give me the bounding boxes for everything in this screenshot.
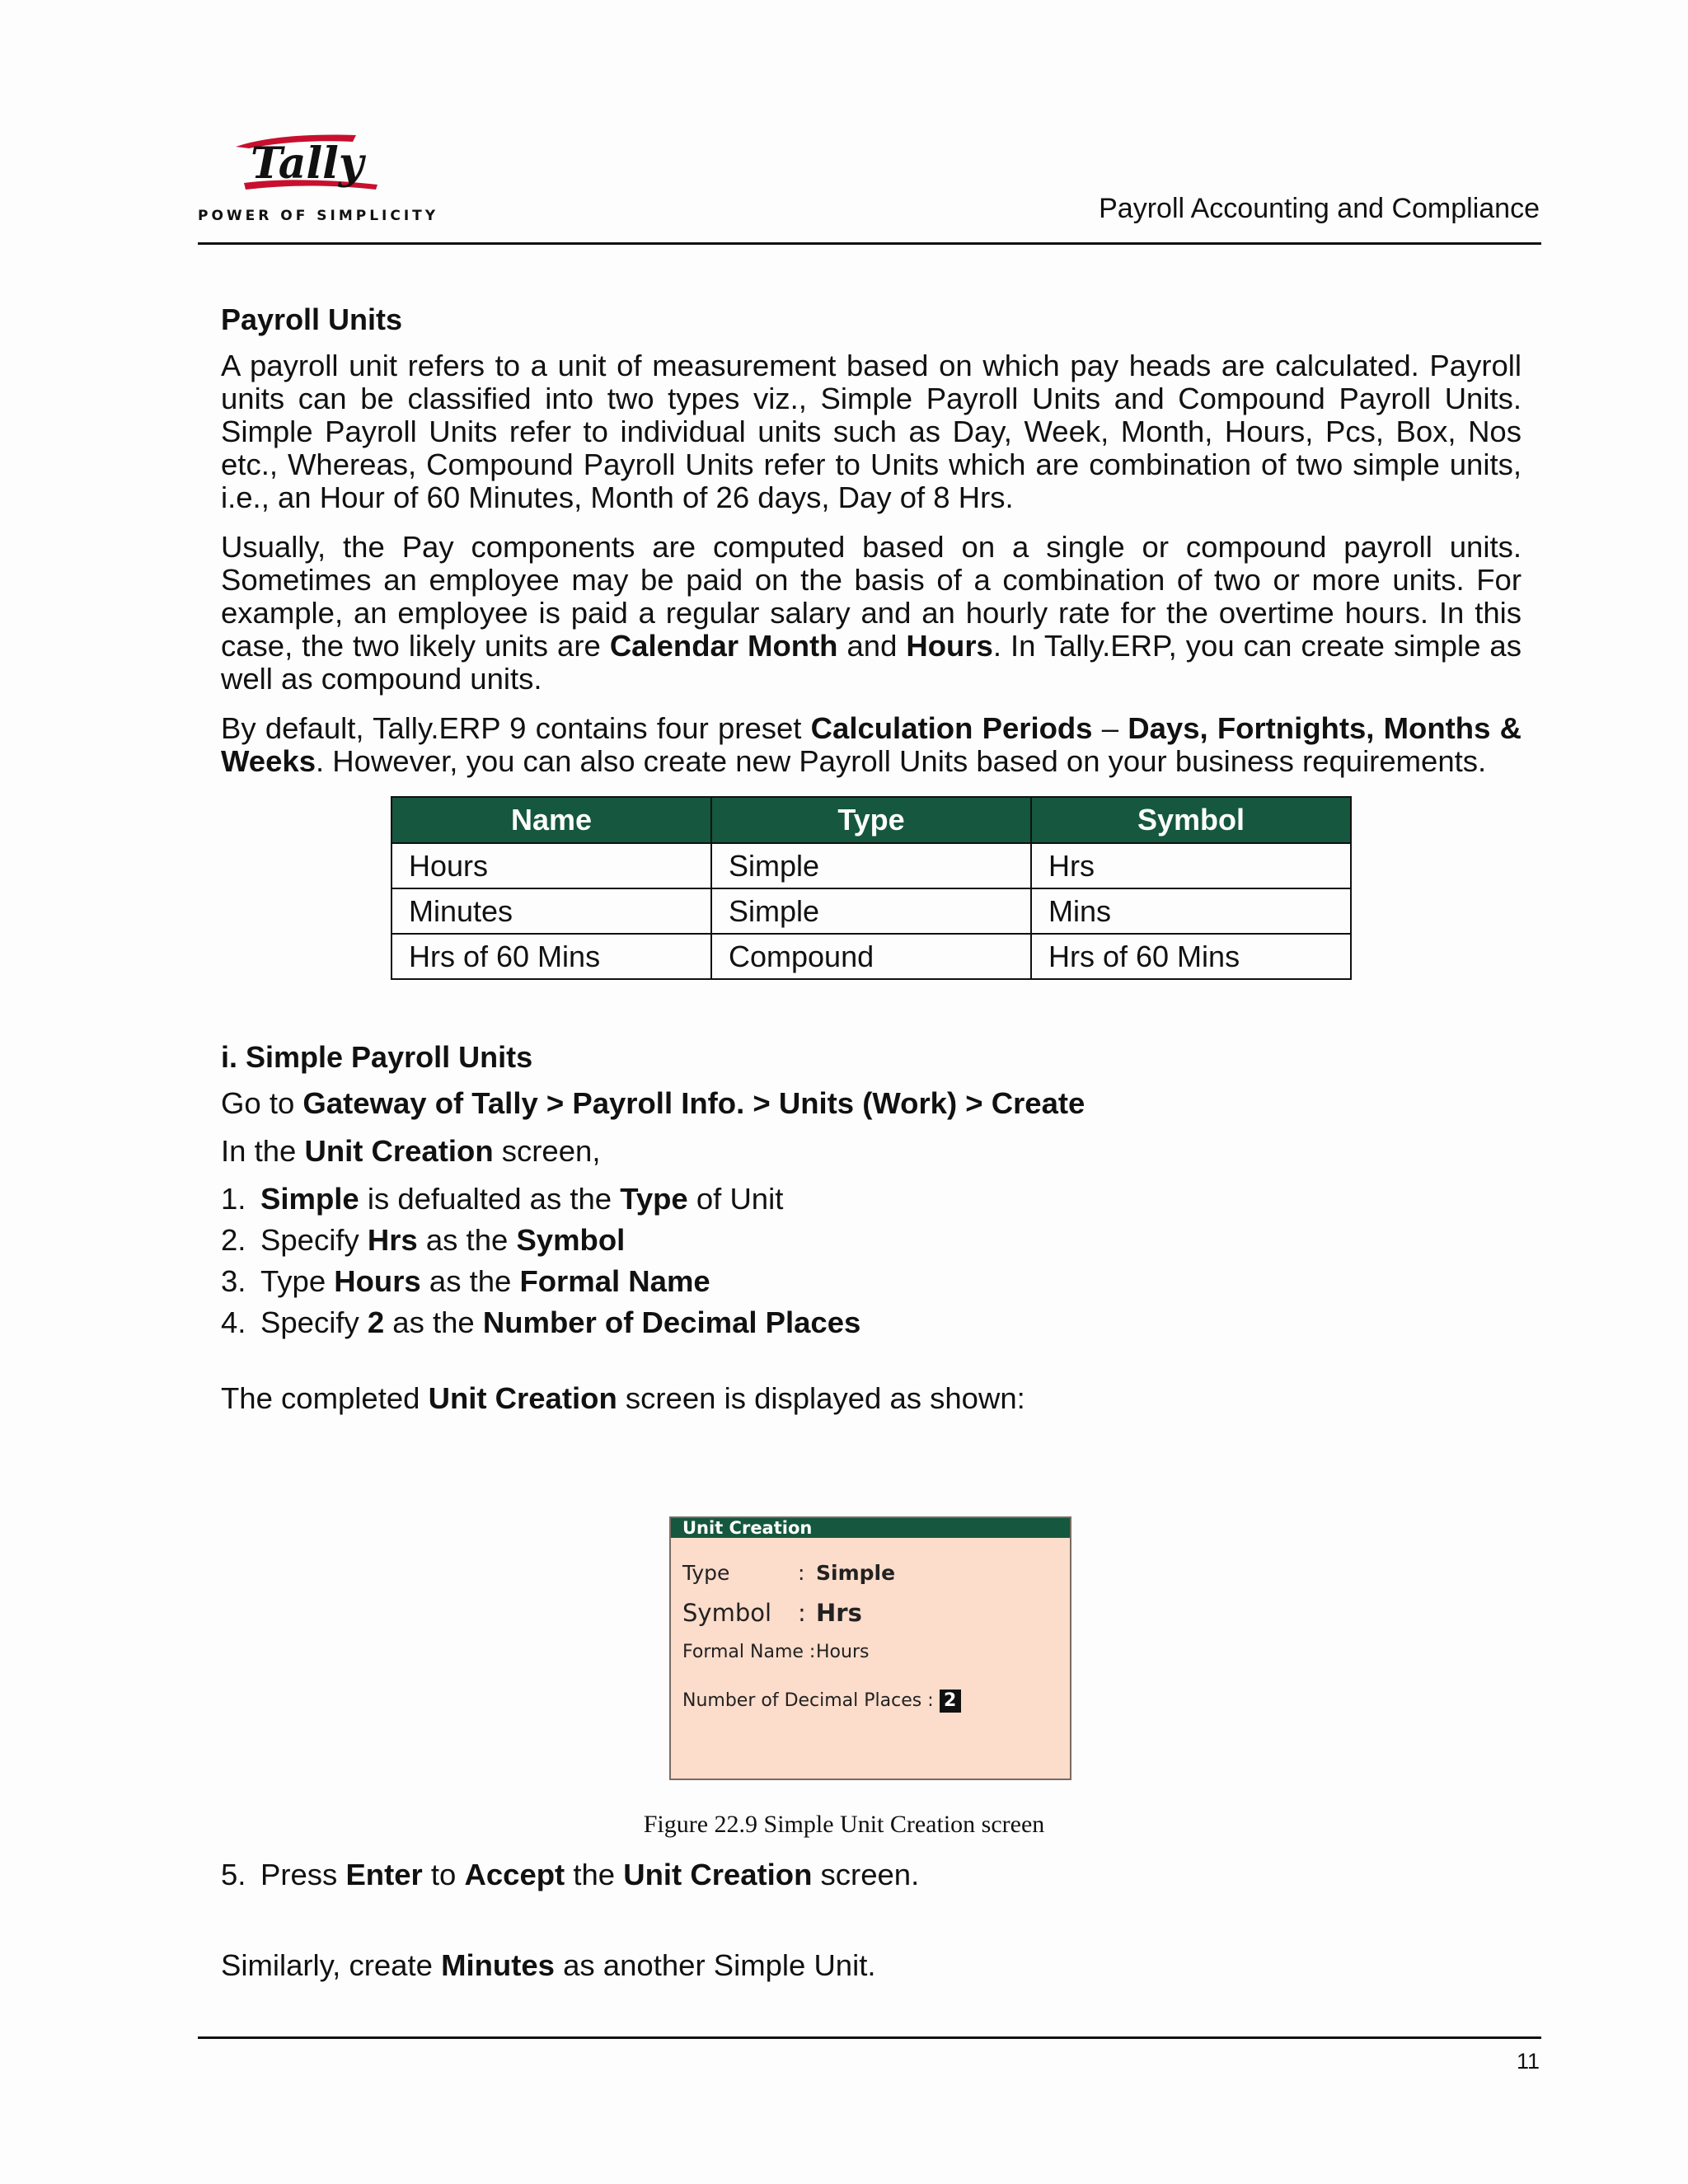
completed-screen-text: The completed Unit Creation screen is displayed as shown: [221,1381,1025,1415]
paragraph-2: Usually, the Pay components are computed based on a single or compound payroll units. Sometimes an employee may be paid on the basis of a combination of two or more units. For example, an employee is paid a regular salary and an hourly rate for the overtime hours. In this case, the two likely units are Calendar Month and Hours. In Tally.ERP, you can create simple as well as compound units. [221,530,1522,696]
cell-type: Simple [711,843,1031,888]
simple-units-heading: i. Simple Payroll Units [221,1040,533,1074]
section-heading: Payroll Units [221,302,403,336]
column-header-name: Name [392,797,711,843]
step-5: 5. Press Enter to Accept the Unit Creation screen. [221,1858,920,1891]
column-header-symbol: Symbol [1031,797,1351,843]
footer-divider [198,2036,1541,2039]
tally-logo [198,130,439,225]
table-header-row [392,797,1351,843]
similarly-text: Similarly, create Minutes as another Simple Unit. [221,1948,876,1982]
decimal-value-box: 2 [940,1690,961,1713]
type-row: Type : Simple [682,1561,896,1585]
formal-name-row: Formal Name :Hours [682,1642,870,1662]
cell-symbol: Mins [1031,888,1351,934]
tally-logo-mark [232,130,381,201]
cell-type: Simple [711,888,1031,934]
table-row [392,843,1351,888]
cell-symbol: Hrs [1031,843,1351,888]
payroll-units-table [391,796,1352,980]
cell-type: Compound [711,934,1031,979]
table-row [392,888,1351,934]
cell-name: Hours [392,843,711,888]
list-item: 1. Simple is defualted as the Type of Unit [221,1182,784,1216]
main-content [221,303,1522,1415]
header-divider [198,242,1541,245]
unit-creation-intro: In the Unit Creation screen, [221,1134,601,1168]
unit-creation-screenshot [669,1516,1071,1780]
cell-name: Minutes [392,888,711,934]
svg-text:Tally: Tally [251,138,364,189]
list-item: 3. Type Hours as the Formal Name [221,1264,710,1298]
list-item: 4. Specify 2 as the Number of Decimal Places [221,1305,861,1339]
column-header-type: Type [711,797,1031,843]
decimal-places-row: Number of Decimal Places : 2 [682,1690,961,1713]
navigation-path: Go to Gateway of Tally > Payroll Info. > Units (Work) > Create [221,1086,1085,1120]
figure-caption: Figure 22.9 Simple Unit Creation screen [643,1811,1045,1838]
table-row [392,934,1351,979]
cell-symbol: Hrs of 60 Mins [1031,934,1351,979]
cell-name: Hrs of 60 Mins [392,934,711,979]
steps-list [221,1183,1522,1339]
symbol-row: Symbol : Hrs [682,1599,862,1627]
list-item: 2. Specify Hrs as the Symbol [221,1223,626,1257]
paragraph-1: A payroll unit refers to a unit of measurement based on which pay heads are calculated. Payroll units can be classified into two types viz., Simple Payroll Units and Compound Payroll Units. Simple Payroll Units refer to individual units such as Day, Week, Month, Hours, Pcs, Box, Nos etc., Whereas, Compound Payroll Units refer to Units which are combination of two simple units, i.e., an Hour of 60 Minutes, Month of 26 days, Day of 8 Hrs. [221,349,1522,514]
header-title: Payroll Accounting and Compliance [1099,193,1540,224]
paragraph-3: By default, Tally.ERP 9 contains four preset Calculation Periods – Days, Fortnights, Months & Weeks. However, you can also create new Payroll Units based on your business requirements. [221,711,1522,778]
page-number: 11 [1516,2049,1540,2074]
logo-tagline: POWER OF SIMPLICITY [198,208,439,224]
screen-title: Unit Creation [671,1518,1070,1538]
